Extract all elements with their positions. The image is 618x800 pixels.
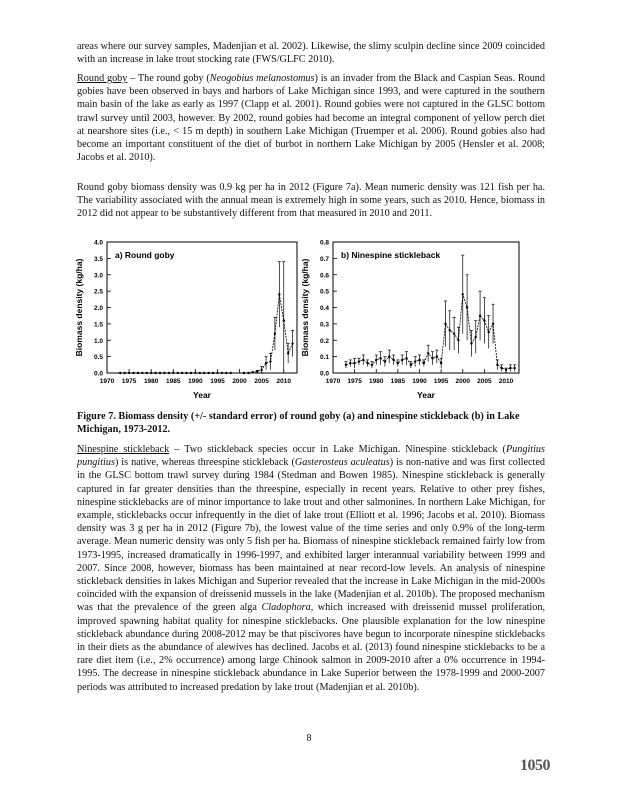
c1-y-axis-label: Biomass density (kg/ha) [300,258,310,357]
c1-data-point [479,314,481,316]
c1-x-tick-label: 1985 [390,378,406,385]
c0-data-point [212,372,214,374]
c0-data-point [154,372,156,374]
c1-data-point [505,369,507,371]
c1-data-point [449,329,451,331]
c0-y-tick-label: 4.0 [93,239,103,247]
c1-data-point [358,360,360,362]
c1-y-tick-label: 0.1 [319,354,329,362]
c1-x-tick-label: 1975 [347,378,362,385]
c1-data-point [392,359,394,361]
c0-data-point [163,372,165,374]
c1-data-point [362,359,364,361]
chart-round-goby [74,240,297,401]
c1-x-tick-label: 2010 [498,378,514,385]
c0-data-point [185,372,187,374]
c1-y-tick-label: 0.4 [319,305,329,312]
c0-chart-title: a) Round goby [115,250,175,260]
c0-y-tick-label: 0.0 [93,370,103,378]
c1-data-point [444,323,446,325]
c0-y-tick-label: 2.0 [93,305,103,312]
c0-y-tick-label: 3.5 [93,255,103,263]
c0-series-line [120,294,292,373]
stickleback-intro: – Two stickleback species occur in Lake Michigan. Ninespine stickleback ( [169,444,506,455]
page-number: 8 [306,733,312,744]
stickleback-mid2: ) is non-native and was first collected in the GLSC bottom trawl survey during 1984 (Stedman and Bowen 1985). Ninespine stickleback is generally captured in far greater densities than the threespine, especially in recent years. Relative to other prey fishes, ninespine sticklebacks are of minor importance to lake trout and other salmonines. In northern Lake Michigan, for example, sticklebacks occur infrequently in the diet of lake trout (Elliott et al. 1996; Jacobs et al. 2010). Biomass density was 3 g per ha in 2012 (Figure 7b), the lowest value of the time series and only 0.9% of the long-term average. Mean numeric density was only 5 fish per ha. Biomass of ninespine stickleback remained fairly low from 1973-1995, increased dramatically in 1996-1997, and exhibited larger interannual variability between 1999 and 2007. Since 2008, however, biomass has been maintained at near record-low levels. An analysis of ninespine stickleback densities in lakes Michigan and Superior revealed that the increase in Lake Michigan in the mid-2000s coincided with the expansion of dreissenid mussels in the lake (Madenjian et al. 2010b). The proposed mechanism was that the prevalence of the green alga [77,457,545,614]
c0-data-point [119,372,121,374]
c1-data-point [423,362,425,364]
c0-x-tick-label: 1990 [188,378,203,385]
c1-data-point [453,333,455,335]
c0-data-point [194,372,196,374]
page-stamp: 1050 [520,757,550,774]
c0-x-tick-label: 1975 [121,378,137,385]
c0-data-point [199,372,201,374]
c0-data-point [274,333,276,335]
heading-round-goby: Round goby [77,73,128,84]
c1-data-point [436,355,438,357]
c1-x-tick-label: 2000 [455,378,471,385]
c0-data-point [260,369,262,371]
c0-x-tick-label: 1985 [166,378,181,385]
paragraph-stickleback [77,443,545,694]
c1-data-point [405,357,407,359]
c0-data-point [176,372,178,374]
c0-data-point [216,372,218,374]
figure-7 [0,232,618,412]
c1-x-axis-label: Year [417,390,435,400]
c0-data-point [132,372,134,374]
c1-x-tick-label: 1990 [412,378,427,385]
c1-data-point [457,339,459,341]
c1-y-tick-label: 0.5 [319,288,329,296]
c1-data-point [401,359,403,361]
c0-data-point [150,372,152,374]
species-gasterosteus: Gasterosteus aculeatus [294,457,390,469]
round-goby-dash: – The round goby ( [127,73,210,84]
c0-data-point [146,372,148,374]
c0-x-tick-label: 1995 [210,378,225,385]
c1-y-tick-label: 0.6 [319,272,329,280]
c1-x-tick-label: 1980 [369,378,384,385]
c0-data-point [287,352,289,354]
c0-data-point [172,372,174,374]
c1-data-point [513,367,515,369]
c0-data-point [168,372,170,374]
c0-data-point [159,372,161,374]
c0-data-point [181,372,183,374]
species-round-goby: Neogobius melanostomus [209,73,315,84]
c1-data-point [379,357,381,359]
c1-data-point [492,323,494,325]
c0-y-tick-label: 1.5 [93,321,103,329]
c1-y-tick-label: 0.3 [319,321,329,329]
c0-y-tick-label: 3.0 [93,272,103,280]
c1-data-point [375,359,377,361]
species-cladophora: Cladophora [261,602,311,614]
c1-data-point [384,360,386,362]
c0-data-point [283,319,285,321]
c0-data-point [278,293,280,295]
c1-data-point [466,306,468,308]
c1-data-point [410,364,412,366]
c1-data-point [349,362,351,364]
stickleback-rest: , which increased with dreissenid mussel proliferation, improved spawning habitat quality for ninespine sticklebacks. One plausible explanation for the low ninespine stickleback abundance during 2008-2012 may be that piscivores have begun to incorporate ninespine sticklebacks in their diets as the abundance of alewives has declined. Jacobs et al. (2013) found ninespine sticklebacks to be a rare diet item (i.e., 2% occurrence) among large Chinook salmon in 2009-2010 after a 0% occurrence in 1994-1995. The decrease in ninespine stickleback abundance in Lake Superior between the 1978-1999 and 2000-2007 periods was attributed to increased predation by lake trout (Madenjian et al. 2010b). [77,602,546,693]
c0-data-point [269,360,271,362]
c1-data-point [397,362,399,364]
chart-ninespine-stickleback [300,240,519,401]
c1-data-point [483,319,485,321]
c1-chart-title: b) Ninespine stickleback [341,250,441,260]
c1-data-point [353,362,355,364]
c1-data-point [462,293,464,295]
c0-y-tick-label: 0.5 [93,354,103,362]
c0-y-tick-label: 1.0 [93,337,103,345]
c1-x-tick-label: 1995 [433,378,449,385]
c0-data-point [137,372,139,374]
c1-data-point [414,360,416,362]
c1-data-point [418,359,420,361]
stickleback-mid1: ) is native, whereas threespine stickleback ( [114,457,295,469]
c0-x-axis-label: Year [193,390,211,400]
c1-data-point [366,362,368,364]
c0-data-point [123,372,125,374]
c0-data-point [252,371,254,373]
c1-y-tick-label: 0.0 [319,370,329,378]
species-pungitius: Pungitius pungitius [77,444,545,469]
c1-data-point [496,364,498,366]
c0-data-point [256,370,258,372]
c0-plot-frame [107,242,297,373]
c0-data-point [203,372,205,374]
paragraph-sculpin-text: areas where our survey samples, Madenjian et al. 2002). Likewise, the slimy sculpin decline since 2009 coincided with an increase in lake trout stocking rate (FWS/GLFC 2010). [77,41,545,66]
c0-data-point [190,372,192,374]
heading-stickleback: Ninespine stickleback [77,444,170,455]
c1-data-point [475,336,477,338]
c1-x-tick-label: 1970 [325,378,341,385]
c1-y-tick-label: 0.8 [319,239,329,247]
c1-y-tick-label: 0.2 [319,337,329,345]
c0-data-point [221,372,223,374]
c0-data-point [230,372,232,374]
c0-x-tick-label: 2005 [254,378,269,385]
c1-data-point [371,364,373,366]
c0-data-point [291,342,293,344]
c0-x-tick-label: 2000 [232,378,247,385]
c0-y-tick-label: 2.5 [93,288,103,296]
c0-data-point [128,372,130,374]
paragraph-round-goby [77,72,545,164]
c0-data-point [247,372,249,374]
c1-plot-frame [333,242,519,373]
c0-x-tick-label: 1980 [143,378,159,385]
c0-data-point [141,372,143,374]
c1-data-point [427,352,429,354]
c1-x-tick-label: 2005 [477,378,492,385]
c1-y-tick-label: 0.7 [319,255,329,263]
paragraph-biomass-text: Round goby biomass density was 0.9 kg per ha in 2012 (Figure 7a). Mean numeric density was 121 fish per ha. The variability associated with the annual mean is extremely high in some years, such as 2010. Hence, biomass in 2012 did not appear to be substantively different from that measured in 2010 and 2011. [77,182,545,220]
c0-y-axis-label: Biomass density (kg/ha) [74,258,84,357]
round-goby-body: ) is an invader from the Black and Caspian Seas. Round gobies have been observed in bays and harbors of Lake Michigan since 1993, and were captured in the southern main basin of the lake as early as 1997 (Clapp et al. 2001). Round gobies were not captured in the GLSC bottom trawl survey until 2003, however. By 2002, round gobies had become an integral component of yellow perch diet at nearshore sites (i.e., < 15 m depth) in southern Lake Michigan (Truemper et al. 2006). Round gobies also had become an important constituent of the diet of burbot in northern Lake Michigan by 2005 (Hensler et al. 2008; Jacobs et al. 2010). [77,73,545,164]
c0-x-tick-label: 2010 [276,378,291,385]
paragraph-sculpin [77,40,545,66]
c0-data-point [243,372,245,374]
c0-data-point [265,362,267,364]
c1-data-point [440,362,442,364]
c1-data-point [509,367,511,369]
c1-data-point [488,331,490,333]
c0-x-tick-label: 1970 [99,378,115,385]
c0-data-point [207,372,209,374]
c0-data-point [225,372,227,374]
figure-caption-text: Figure 7. Biomass density (+/- standard error) of round goby (a) and ninespine stickleback (b) in Lake Michigan, 1973-2012. [77,411,520,435]
c1-data-point [500,367,502,369]
c1-data-point [470,342,472,344]
c1-data-point [388,355,390,357]
figure-caption [77,410,545,436]
c1-data-point [431,357,433,359]
paragraph-biomass [77,181,545,221]
c1-data-point [345,364,347,366]
